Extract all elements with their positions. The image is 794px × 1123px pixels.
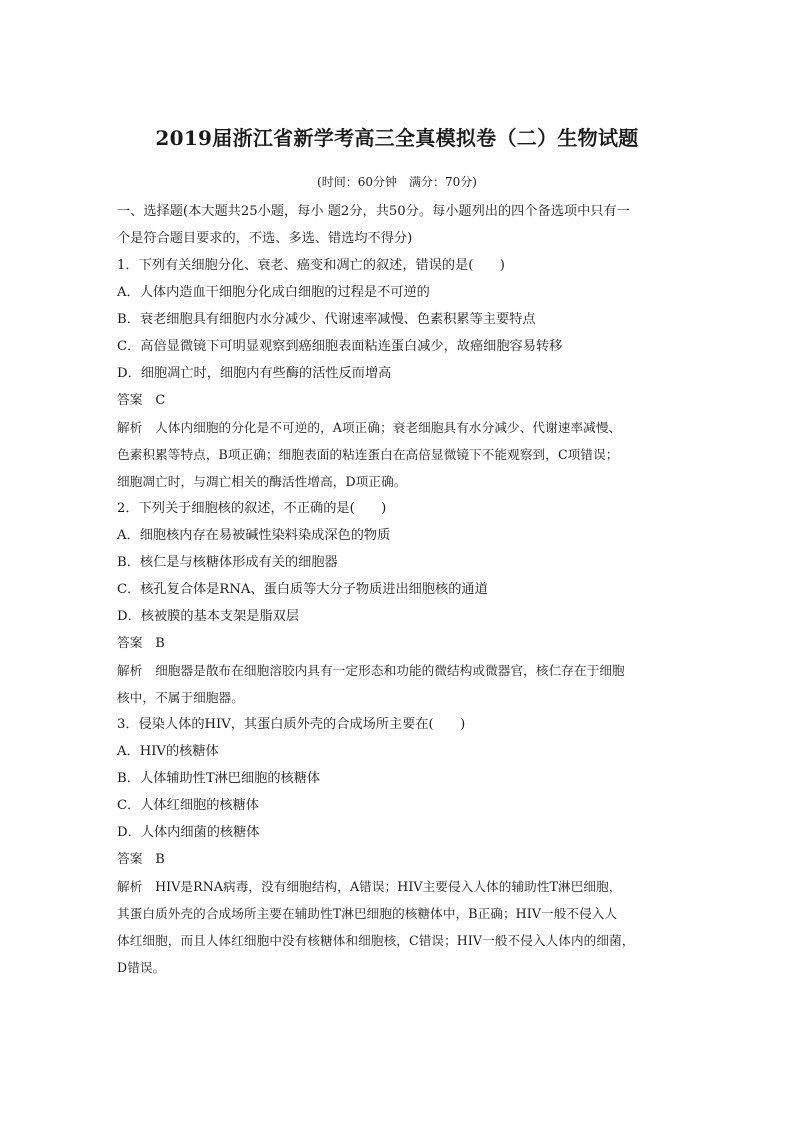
question-1-analysis-line-2: 色素积累等特点，B项正确；细胞表面的粘连蛋白在高倍显微镜下不能观察到，C项错误； — [117, 447, 619, 462]
question-2-option-c: C．核孔复合体是RNA、蛋白质等大分子物质进出细胞核的通道 — [117, 582, 488, 597]
exam-info: (时间：60分钟 满分：70分) — [317, 175, 477, 189]
question-3-option-d: D．人体内细菌的核糖体 — [117, 825, 260, 840]
question-2-option-d: D．核被膜的基本支架是脂双层 — [117, 609, 300, 624]
question-1-stem: 1．下列有关细胞分化、衰老、癌变和凋亡的叙述，错误的是( ) — [117, 258, 505, 273]
question-1-analysis-line-3: 细胞凋亡时，与凋亡相关的酶活性增高，D项正确。 — [117, 474, 407, 489]
question-2-option-a: A．细胞核内存在易被碱性染料染成深色的物质 — [117, 528, 391, 543]
question-1-analysis-line-1: 解析 人体内细胞的分化是不可逆的，A项正确；衰老细胞具有水分减少、代谢速率减慢、 — [117, 420, 622, 435]
question-2-option-b: B．核仁是与核糖体形成有关的细胞器 — [117, 555, 338, 570]
question-2-answer: 答案 B — [117, 636, 165, 651]
question-3-analysis-line-1: 解析 HIV是RNA病毒，没有细胞结构，A错误；HIV主要侵入人体的辅助性T淋巴细胞， — [117, 879, 622, 894]
question-3-option-a: A．HIV的核糖体 — [117, 744, 219, 759]
question-3-analysis-line-3: 体红细胞，而且人体红细胞中没有核糖体和细胞核，C错误；HIV一般不侵入人体内的细菌， — [117, 933, 635, 948]
document-body — [117, 198, 677, 981]
section-heading-line-1: 一、选择题(本大题共25小题，每小 题2分，共50分。每小题列出的四个备选项中只有一 — [117, 204, 630, 219]
question-1-option-c: C．高倍显微镜下可明显观察到癌细胞表面粘连蛋白减少，故癌细胞容易转移 — [117, 339, 563, 354]
question-1-option-b: B．衰老细胞具有细胞内水分减少、代谢速率减慢、色素积累等主要特点 — [117, 312, 536, 327]
question-2-analysis-line-1: 解析 细胞器是散布在细胞溶胶内具有一定形态和功能的微结构或微器官，核仁存在于细胞 — [117, 663, 625, 678]
question-1-option-d: D．细胞凋亡时，细胞内有些酶的活性反而增高 — [117, 366, 392, 381]
question-3-stem: 3．侵染人体的HIV，其蛋白质外壳的合成场所主要在( ) — [117, 717, 466, 732]
question-1-option-a: A．人体内造血干细胞分化成白细胞的过程是不可逆的 — [117, 285, 430, 300]
section-heading-line-2: 个是符合题目要求的，不选、多选、错选均不得分) — [117, 231, 413, 246]
question-3-option-b: B．人体辅助性T淋巴细胞的核糖体 — [117, 771, 321, 786]
question-1-answer: 答案 C — [117, 393, 166, 408]
question-3-analysis-line-2: 其蛋白质外壳的合成场所主要在辅助性T淋巴细胞的核糖体中，B正确；HIV一般不侵入人 — [117, 906, 618, 921]
question-2-stem: 2．下列关于细胞核的叙述，不正确的是( ) — [117, 501, 387, 516]
question-3-option-c: C．人体红细胞的核糖体 — [117, 798, 259, 813]
question-3-answer: 答案 B — [117, 852, 165, 867]
question-2-analysis-line-2: 核中，不属于细胞器。 — [117, 690, 244, 705]
question-3-analysis-line-4: D错误。 — [117, 960, 166, 975]
page-title: 2019届浙江省新学考高三全真模拟卷（二）生物试题 — [155, 126, 639, 150]
